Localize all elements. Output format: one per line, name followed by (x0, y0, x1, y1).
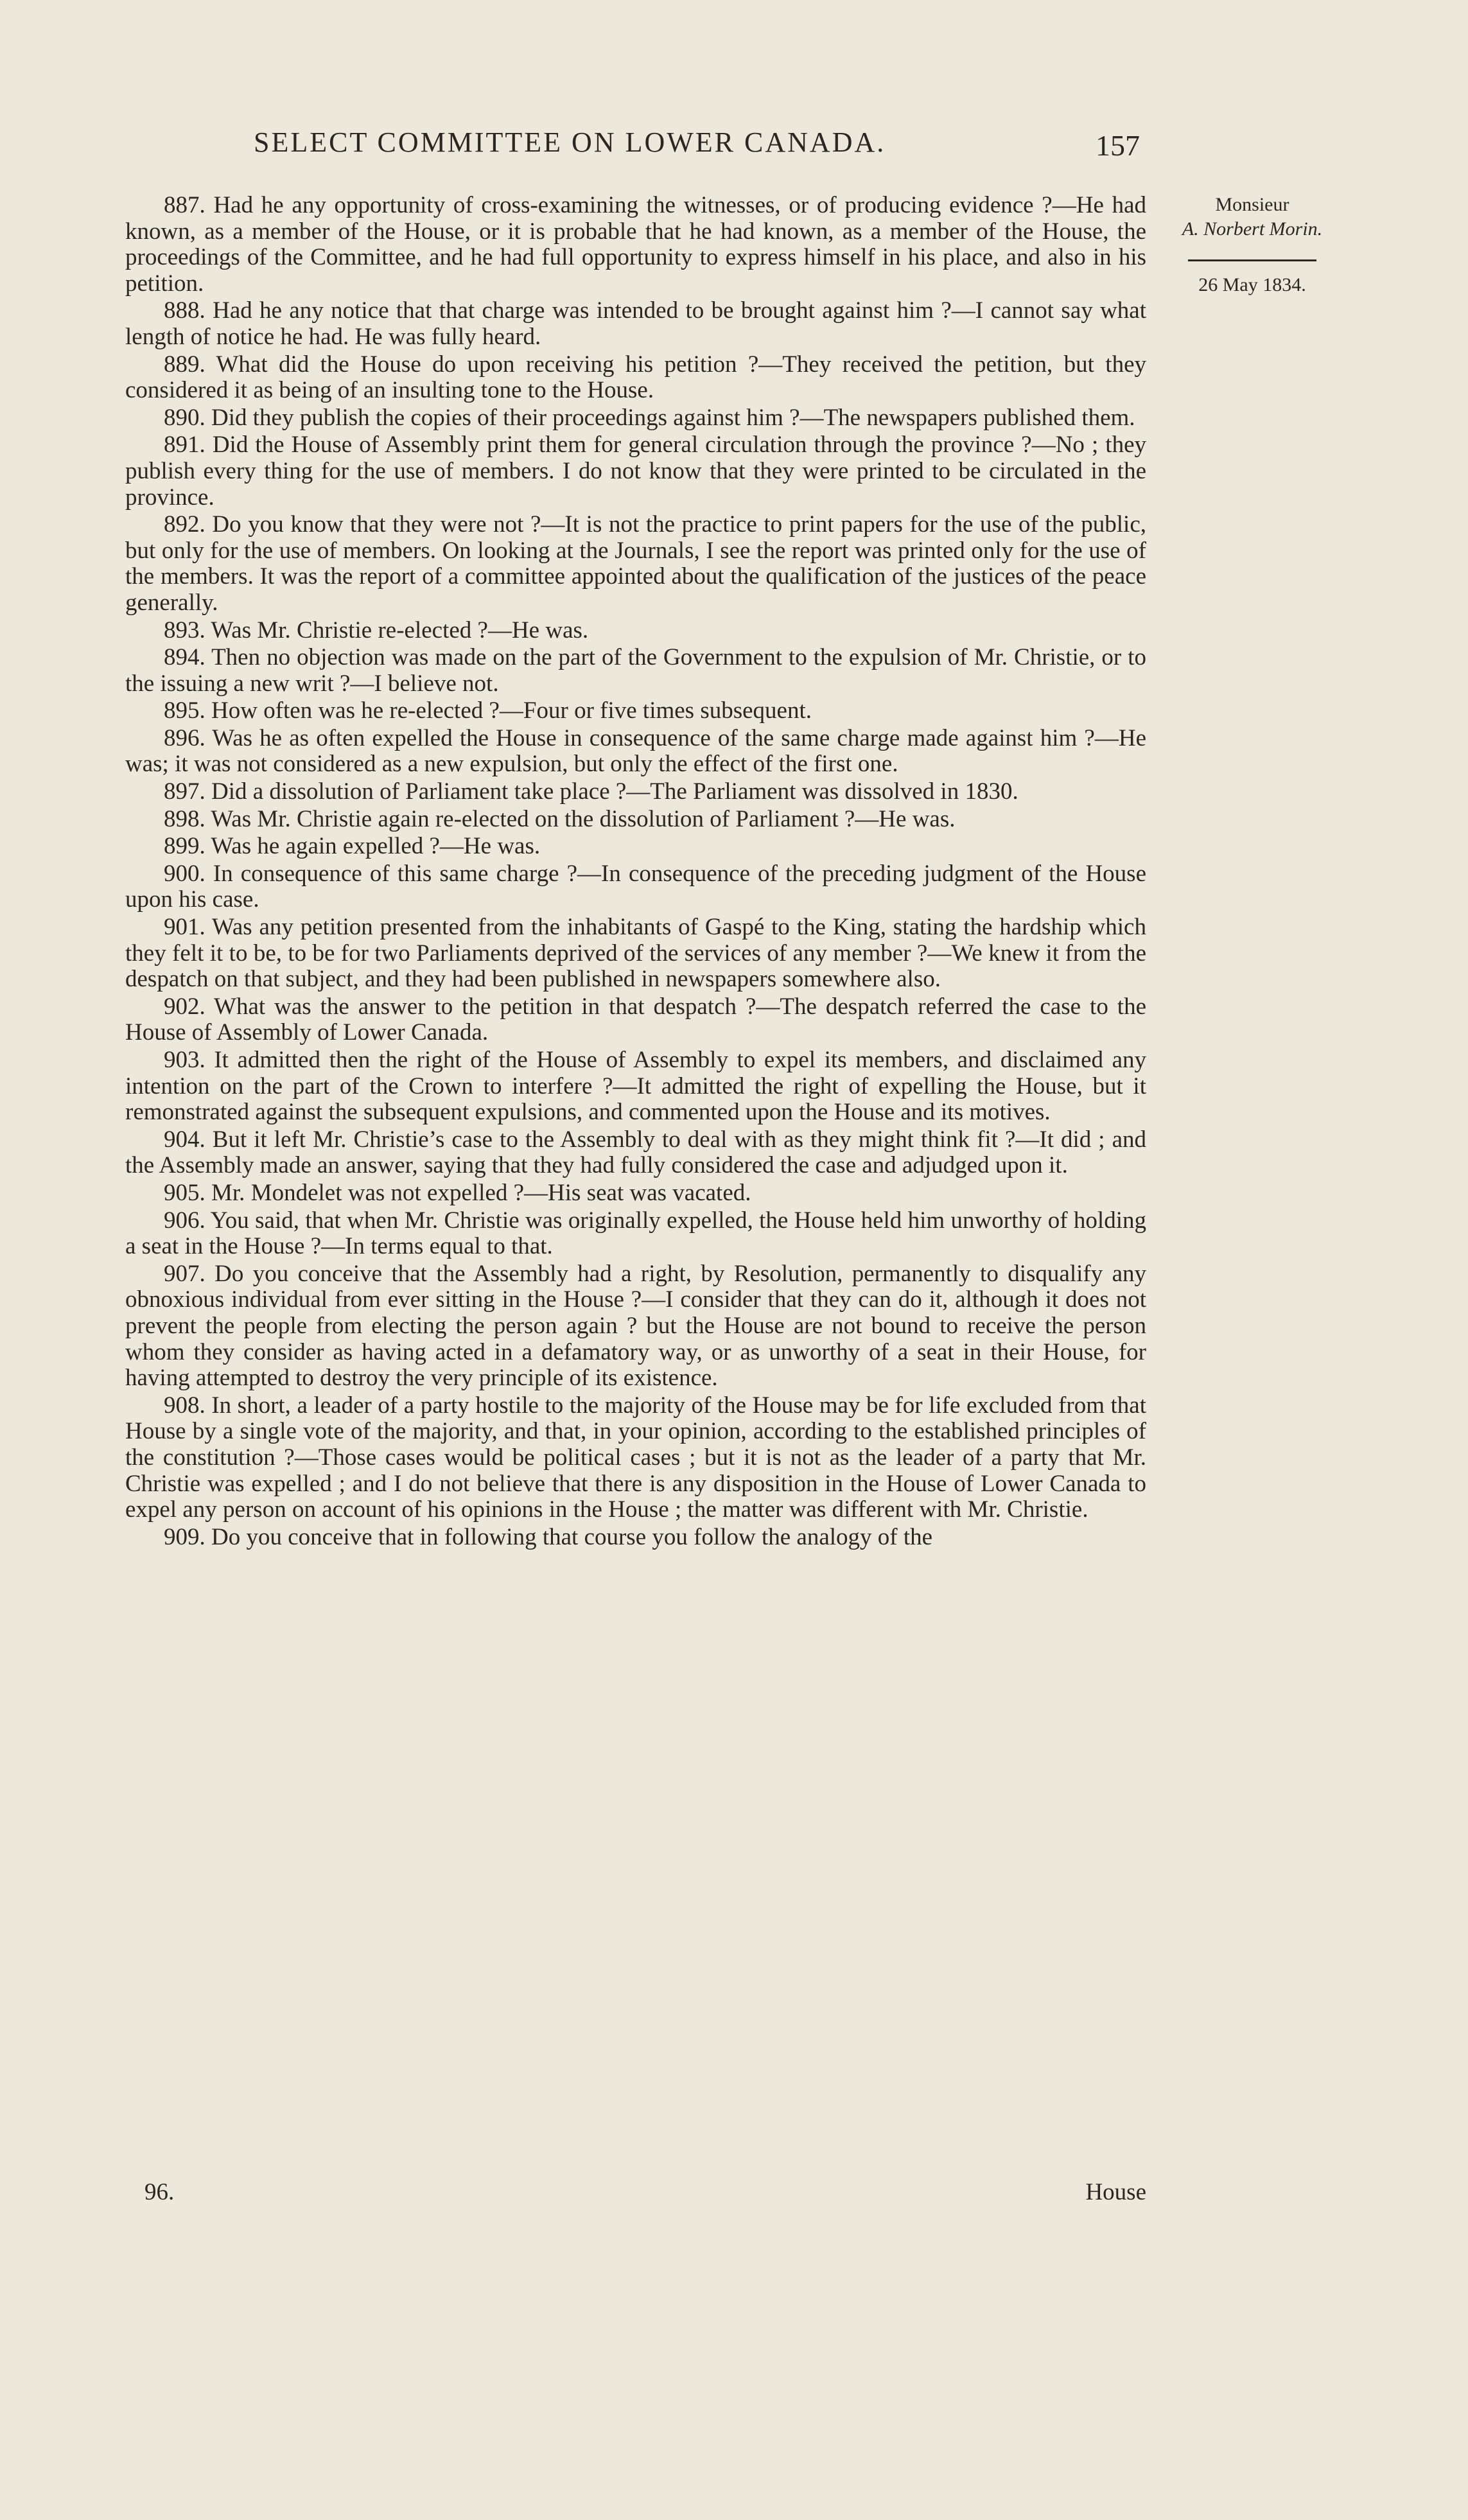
margin-rule (1188, 259, 1316, 261)
question-answer-text: Do you know that they were not ?—It is not the practice to print papers for the use of the public, but only for the use of members. On looking at the Journals, I see the report was printed only for the use of the members. It was the report of a committee appointed about the qualification of the justices of the peace generally. (125, 511, 1146, 616)
question-number: 909. (164, 1523, 205, 1550)
witness-name: A. Norbert Morin. (1182, 218, 1323, 240)
question-answer-text: Do you conceive that in following that course you follow the analogy of the (211, 1523, 933, 1550)
testimony-paragraph (125, 1127, 1146, 1179)
question-answer-text: In short, a leader of a party hostile to the majority of the House may be for life excluded from that House by a single vote of the majority, and that, in your opinion, according to the established principles of the constitution ?—Those cases would be political cases ; but it is not as the leader of a party that Mr. Christie was expelled ; and I do not believe that there is any disposition in the House of Lower Canada to expel any person on account of his opinions in the House ; the matter was different with Mr. Christie. (125, 1392, 1147, 1523)
testimony-paragraph (125, 914, 1146, 993)
question-answer-text: Had he any notice that that charge was intended to be brought against him ?—I cannot say what length of notice he had. He was fully heard. (125, 297, 1147, 350)
question-number: 897. (164, 778, 205, 805)
question-answer-text: You said, that when Mr. Christie was originally expelled, the House held him unworthy of holding a seat in the House ?—In terms equal to that. (125, 1207, 1146, 1260)
question-answer-text: How often was he re-elected ?—Four or five times subsequent. (211, 697, 812, 724)
signature-mark: 96. (144, 2179, 175, 2205)
testimony-paragraph (125, 861, 1146, 913)
testimony-paragraph (125, 1261, 1146, 1392)
testimony-paragraph (125, 298, 1146, 350)
question-number: 908. (164, 1392, 205, 1419)
question-number: 896. (164, 724, 205, 751)
question-number: 905. (164, 1179, 205, 1206)
question-answer-text: Was he again expelled ?—He was. (211, 833, 541, 860)
question-answer-text: It admitted then the right of the House of Assembly to expel its members, and disclaimed any intention on the part of the Crown to interfere ?—It admitted the right of expelling the House, but it remonstrated against the subsequent expulsions, and commented upon the House and its motives. (125, 1047, 1147, 1126)
question-number: 898. (164, 805, 205, 832)
question-answer-text: Had he any opportunity of cross-examining the witnesses, or of producing evidence ?—He had known, as a member of the House, or it is probable that he had known, as a member of the House, the proceedings of the Committee, and he had full opportunity to express himself in his place, and also in his petition. (125, 192, 1146, 297)
question-number: 901. (164, 914, 205, 941)
question-answer-text: Did they publish the copies of their proceedings against him ?—The newspapers published them. (211, 404, 1135, 431)
question-answer-text: Mr. Mondelet was not expelled ?—His seat was vacated. (211, 1179, 751, 1206)
question-number: 900. (164, 860, 205, 887)
question-number: 907. (164, 1260, 205, 1287)
testimony-paragraph (125, 618, 1146, 644)
testimony-paragraph (125, 645, 1146, 697)
testimony-paragraph (125, 1208, 1146, 1260)
question-answer-text: Do you conceive that the Assembly had a right, by Resolution, permanently to disqualify any obnoxious individual from ever sitting in the House ?—I consider that they can do it, although it does not prevent the people from electing the person again ? but the House are not bound to receive the person whom they consider as having acted in a defamatory way, or as unworthy of a seat in their House, for having attempted to destroy the very principle of its existence. (125, 1260, 1147, 1392)
page-header (254, 126, 1146, 171)
witness-title: Monsieur (1215, 194, 1289, 215)
question-number: 891. (164, 432, 205, 459)
testimony-paragraph (125, 1525, 1146, 1551)
question-number: 893. (164, 617, 205, 643)
testimony-paragraph (125, 512, 1146, 616)
testimony-paragraph (125, 834, 1146, 860)
question-answer-text: Did a dissolution of Parliament take place ?—The Parliament was dissolved in 1830. (211, 778, 1018, 805)
margin-note (1149, 193, 1355, 297)
question-number: 903. (164, 1047, 205, 1073)
question-number: 890. (164, 404, 205, 431)
question-answer-text: What was the answer to the petition in that despatch ?—The despatch referred the case to the House of Assembly of Lower Canada. (125, 993, 1146, 1046)
question-answer-text: But it left Mr. Christie’s case to the Assembly to deal with as they might think fit ?—It did ; and the Assembly made an answer, saying that they had fully considered the case and adjudged upon it. (125, 1126, 1146, 1179)
question-answer-text: Then no objection was made on the part of the Government to the expulsion of Mr. Christie, or to the issuing a new writ ?—I believe not. (125, 644, 1146, 697)
testimony-paragraph (125, 779, 1146, 805)
question-answer-text: What did the House do upon receiving his petition ?—They received the petition, but they considered it as being of an insulting tone to the House. (125, 351, 1146, 404)
question-answer-text: Was he as often expelled the House in consequence of the same charge made against him ?—He was; it was not considered as a new expulsion, but only the effect of the first one. (125, 724, 1146, 778)
testimony-paragraph (125, 1047, 1146, 1126)
question-number: 904. (164, 1126, 205, 1153)
question-answer-text: Was Mr. Christie again re-elected on the dissolution of Parliament ?—He was. (211, 805, 956, 832)
body-text (125, 193, 1146, 1552)
page-footer (125, 2178, 1146, 2210)
question-answer-text: Did the House of Assembly print them for general circulation through the province ?—No ; they publish every thing for the use of members. I do not know that they were printed to be circulated in the province. (125, 432, 1147, 511)
question-number: 895. (164, 697, 205, 724)
question-number: 892. (164, 511, 205, 538)
running-title: SELECT COMMITTEE ON LOWER CANADA. (254, 127, 886, 158)
testimony-paragraph (125, 405, 1146, 432)
testimony-paragraph (125, 1393, 1146, 1523)
testimony-paragraph (125, 807, 1146, 833)
testimony-paragraph (125, 698, 1146, 724)
question-number: 902. (164, 993, 205, 1020)
testimony-paragraph (125, 432, 1146, 511)
testimony-paragraph (125, 1180, 1146, 1207)
testimony-paragraph (125, 726, 1146, 778)
question-answer-text: In consequence of this same charge ?—In consequence of the preceding judgment of the House upon his case. (125, 860, 1147, 913)
testimony-paragraph (125, 352, 1146, 404)
question-answer-text: Was any petition presented from the inhabitants of Gaspé to the King, stating the hardship which they felt it to be, to be for two Parliaments deprived of the services of any member ?—We knew it from the despatch on that subject, and they had been published in newspapers somewhere also. (125, 914, 1146, 993)
question-number: 899. (164, 833, 205, 860)
question-number: 889. (164, 351, 205, 378)
question-number: 888. (164, 297, 205, 324)
catchword: House (1085, 2179, 1146, 2205)
witness-date: 26 May 1834. (1198, 274, 1306, 295)
question-number: 906. (164, 1207, 205, 1234)
question-number: 894. (164, 644, 205, 671)
page-number: 157 (1096, 129, 1140, 162)
testimony-paragraph (125, 193, 1146, 297)
question-number: 887. (164, 192, 205, 218)
testimony-paragraph (125, 994, 1146, 1046)
question-answer-text: Was Mr. Christie re-elected ?—He was. (211, 617, 589, 643)
